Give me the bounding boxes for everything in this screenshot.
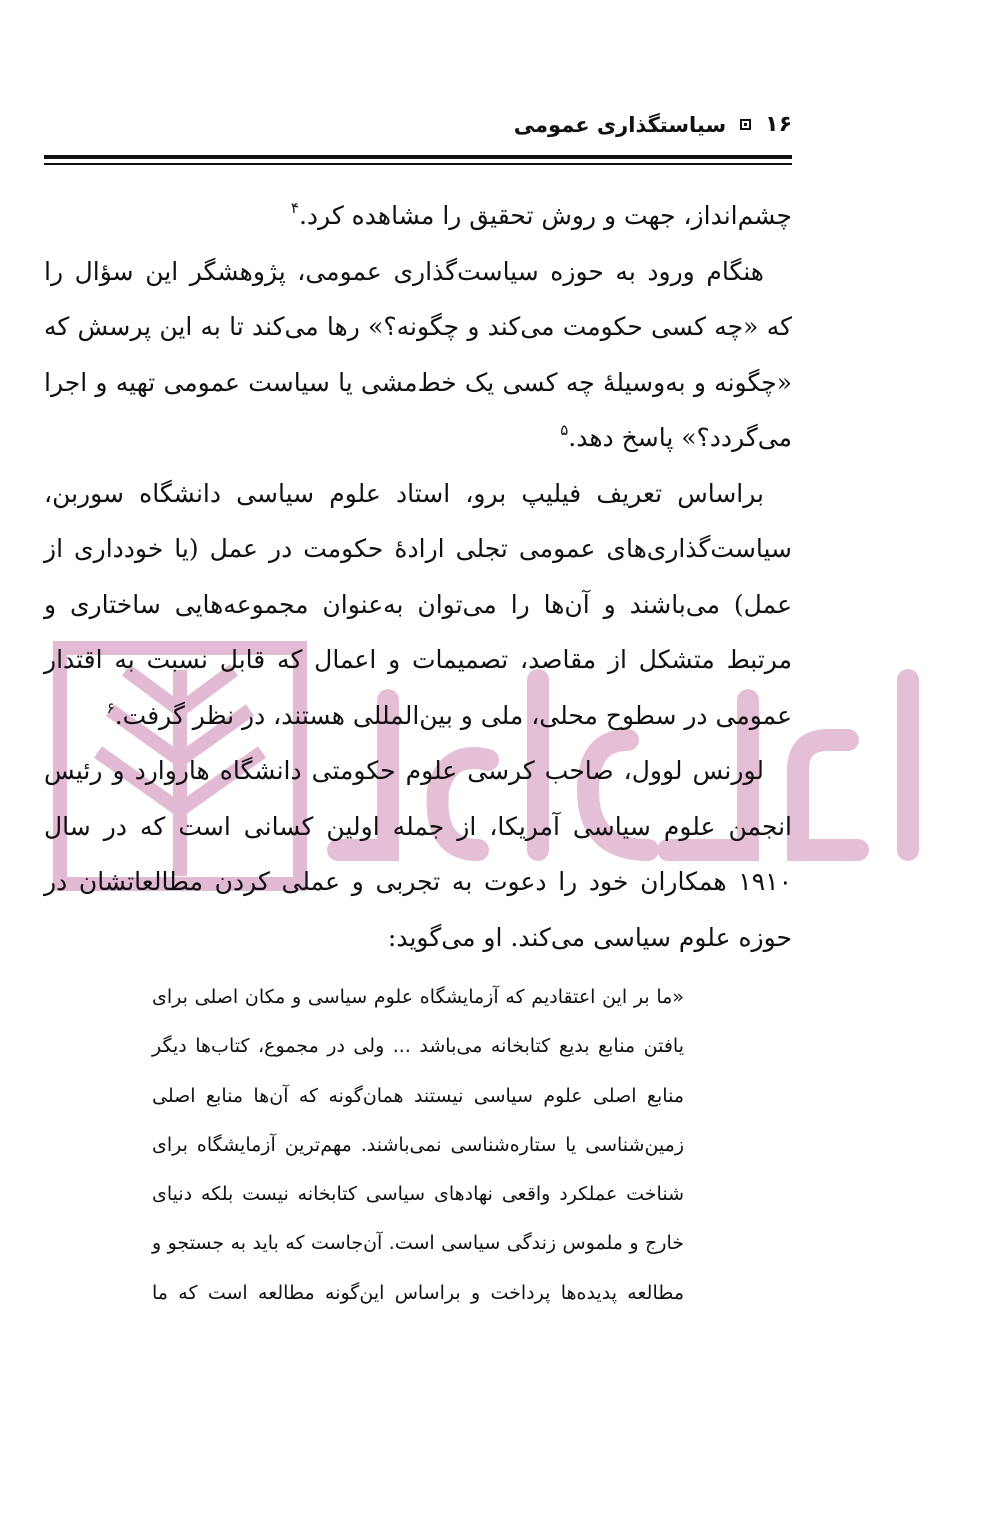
header-rule-thin: [44, 163, 792, 165]
running-head: [514, 112, 792, 137]
page-number: ۱۶: [765, 112, 792, 137]
paragraph-3: [44, 466, 792, 744]
square-bullet-icon: [740, 119, 751, 130]
footnote-ref-6: ۶: [106, 698, 115, 717]
block-quote: «ما بر این اعتقادیم که آزمایشگاه علوم سیاسی و مکان اصلی برای یافتن منابع بدیع کتابخانه می‌باشد ... ولی در مجموع، کتاب‌ها دیگر منابع اصلی علوم سیاسی نیستند همان‌گونه که آن‌ها منابع اصلی زمین‌شناسی یا ستاره‌شناسی نمی‌باشند. مهم‌ترین آزمایشگاه برای شناخت عملکرد واقعی نهادهای سیاسی کتابخانه نیست بلکه دنیای خارج و ملموس زندگی سیاسی است. آن‌جاست که باید به جستجو و مطالعه پدیده‌ها پرداخت و براساس این‌گونه مطالعه است که ما: [152, 986, 684, 1304]
paragraph-3-text: براساس تعریف فیلیپ برو، استاد علوم سیاسی دانشگاه سوربن، سیاست‌گذاری‌های عمومی تجلی ارادهٔ حکومت در عمل (یا خودداری از عمل) می‌باشند و آن‌ها را می‌توان به‌عنوان مجموعه‌هایی ساختاری و مرتبط متشکل از مقاصد، تصمیمات و اعمال که قابل نسبت به اقتدار عمومی در سطوح محلی، ملی و بین‌المللی هستند، در نظر گرفت.: [44, 478, 792, 730]
paragraph-4: [44, 743, 792, 965]
header-rule-thick: [44, 155, 792, 159]
footnote-ref-4: ۴: [290, 199, 299, 217]
running-title: سیاستگذاری عمومی: [513, 112, 727, 137]
paragraph-4-text: لورنس لوول، صاحب کرسی علوم حکومتی دانشگاه هاروارد و رئیس انجمن علوم سیاسی آمریکا، از جمله اولین کسانی است که در سال ۱۹۱۰ همکاران خود را دعوت به تجربی و عملی کردن مطالعاتشان در حوزه علوم سیاسی می‌کند. او می‌گوید:: [44, 756, 792, 952]
paragraph-1-text: چشم‌انداز، جهت و روش تحقیق را مشاهده کرد.: [298, 201, 792, 230]
page-body: [44, 188, 792, 1318]
paragraph-1: [44, 188, 792, 244]
paragraph-2: [44, 244, 792, 466]
paragraph-2-text: هنگام ورود به حوزه سیاست‌گذاری عمومی، پژوهشگر این سؤال را که «چه کسی حکومت می‌کند و چگونه؟» رها می‌کند تا به این پرسش که «چگونه و به‌وسیلهٔ چه کسی یک خط‌مشی یا سیاست عمومی تهیه و اجرا می‌گردد؟» پاسخ دهد.: [44, 256, 792, 452]
footnote-ref-5: ۵: [560, 421, 569, 439]
